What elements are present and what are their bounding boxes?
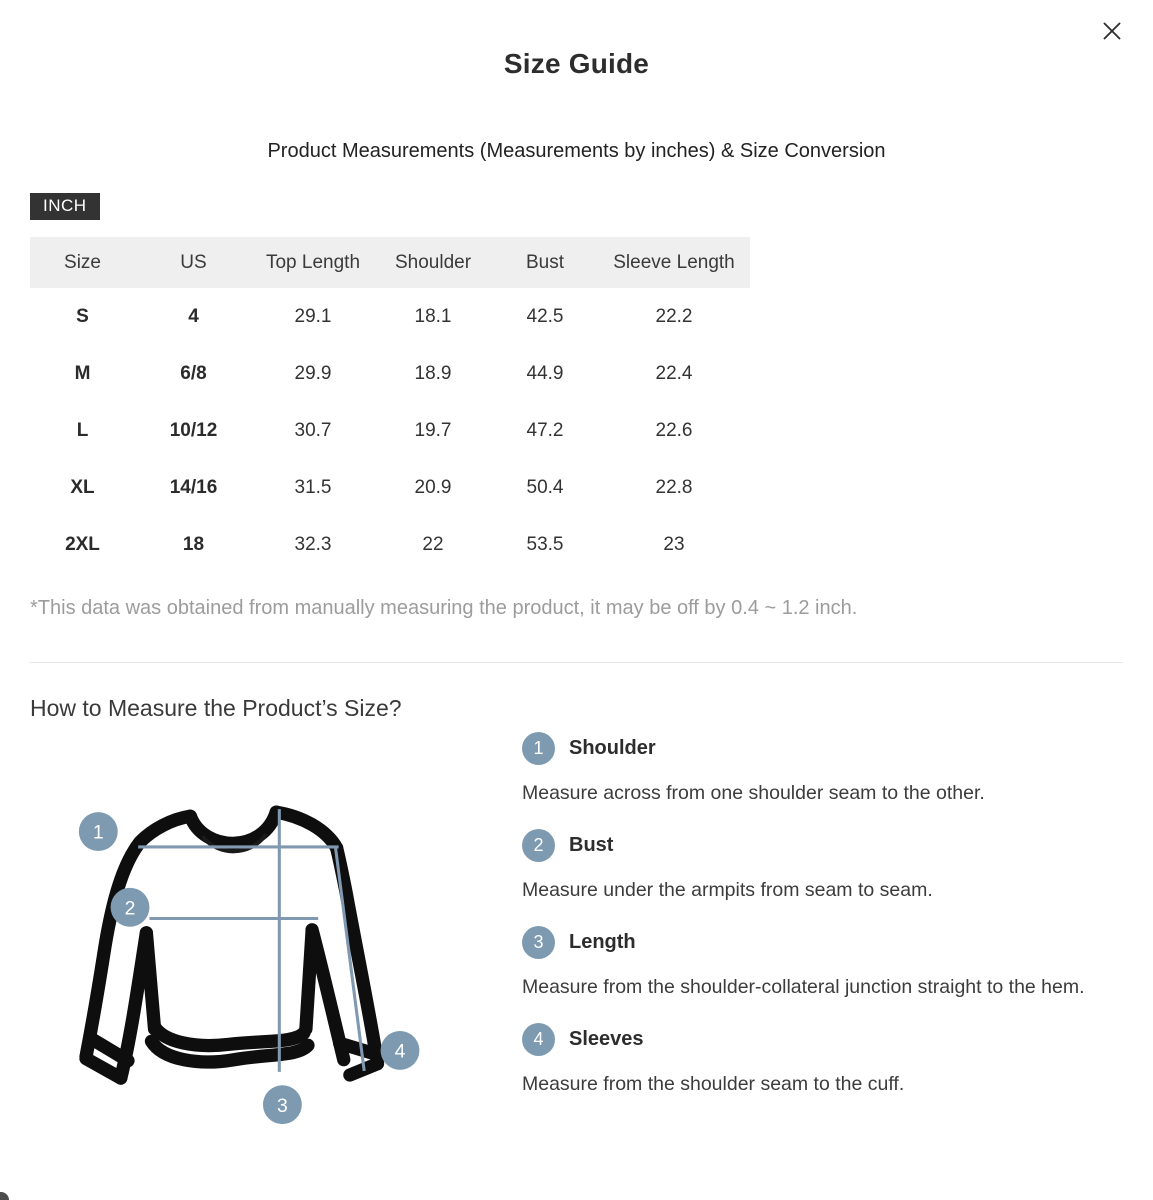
table-cell: 22.4 [655,362,693,384]
table-cell: 6/8 [180,362,207,384]
table-header-cell: US [180,251,207,273]
table-header-cell: Top Length [265,251,361,273]
modal-subtitle: Product Measurements (Measurements by inches) & Size Conversion [267,140,886,162]
table-cell: 4 [188,305,199,327]
step-number-badge: 4 [522,1023,555,1056]
step-number-badge: 3 [522,926,555,959]
table-cell: M [74,362,91,384]
diagram-badge-3-number: 3 [276,1094,288,1117]
table-cell: S [76,305,89,327]
table-cell: 47.2 [526,419,564,441]
table-cell: 22 [422,533,444,555]
table-cell: 18.1 [414,305,452,327]
table-cell: 22.2 [655,305,693,327]
table-header-cell: Bust [525,251,565,273]
measure-step-shoulder [522,732,1122,807]
table-cell: 2XL [65,533,100,555]
sweater-diagram [30,726,522,1163]
table-cell: XL [70,476,95,498]
table-cell: 10/12 [169,419,218,441]
table-cell: 18.9 [414,362,452,384]
table-cell: 42.5 [526,305,564,327]
table-cell: 31.5 [294,476,332,498]
table-header-cell: Shoulder [394,251,472,273]
step-number-badge: 2 [522,829,555,862]
measure-steps-list [522,726,1122,1163]
modal-title: Size Guide [503,48,650,79]
step-label: Length [569,931,636,953]
table-cell: 19.7 [414,419,452,441]
table-cell: 30.7 [294,419,332,441]
table-cell: 53.5 [526,533,564,555]
close-icon [1102,21,1122,41]
step-description: Measure from the shoulder seam to the cuff. [522,1073,905,1095]
measure-step-sleeves [522,1023,1122,1098]
table-header-cell: Size [64,251,101,273]
step-description: Measure across from one shoulder seam to the other. [522,782,985,804]
table-row [30,345,750,402]
step-description: Measure under the armpits from seam to seam. [522,879,933,901]
table-cell: 22.8 [655,476,693,498]
measure-step-length [522,926,1122,1001]
table-row [30,288,750,345]
close-button[interactable] [1099,18,1125,44]
step-number-badge: 1 [522,732,555,765]
table-cell: 18 [182,533,205,555]
measure-step-bust [522,829,1122,904]
diagram-badge-2-number: 2 [124,897,136,920]
step-label: Shoulder [569,737,656,759]
table-cell: 29.1 [294,305,332,327]
step-label: Sleeves [569,1028,644,1050]
table-header-cell: Sleeve Length [613,251,735,273]
background-element-corner [0,1192,9,1200]
size-table [30,237,750,573]
table-cell: L [76,419,89,441]
table-cell: 22.6 [655,419,693,441]
table-cell: 50.4 [526,476,564,498]
section-divider [30,662,1123,663]
measure-section-heading: How to Measure the Product’s Size? [30,695,402,721]
step-description: Measure from the shoulder-collateral junction straight to the hem. [522,976,1085,998]
table-row [30,459,750,516]
diagram-badge-4-number: 4 [394,1040,406,1063]
table-cell: 14/16 [169,476,218,498]
table-cell: 44.9 [526,362,564,384]
table-row [30,402,750,459]
table-cell: 20.9 [414,476,452,498]
table-row [30,516,750,573]
size-table-header-row [30,237,750,288]
sweater-measurement-illustration [40,768,490,1158]
table-cell: 29.9 [294,362,332,384]
table-cell: 23 [663,533,685,555]
measurement-disclaimer: *This data was obtained from manually measuring the product, it may be off by 0.4 ~ 1.2 inch. [30,597,858,619]
measure-section [30,726,1123,1163]
diagram-badge-1-number: 1 [92,821,104,844]
unit-badge-inch: INCH [30,193,100,220]
step-label: Bust [569,834,614,856]
table-cell: 32.3 [294,533,332,555]
